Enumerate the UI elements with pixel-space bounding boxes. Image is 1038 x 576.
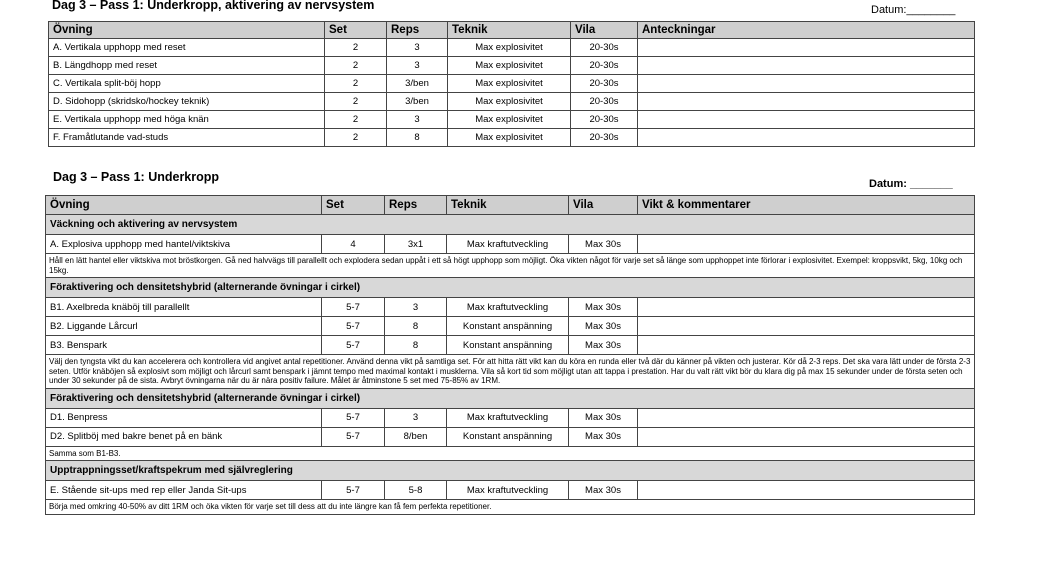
table-row (46, 481, 975, 500)
section-heading: Väckning och aktivering av nervsystem (46, 215, 975, 235)
weight-comment-cell[interactable] (638, 317, 975, 336)
col-header-weight-comments: Vikt & kommentarer (638, 196, 975, 215)
rest-cell: Max 30s (569, 336, 638, 355)
rest-cell: 20-30s (571, 57, 638, 75)
technique-cell: Max kraftutveckling (447, 298, 569, 317)
section-heading: Upptrappningsset/kraftspekrum med självreglering (46, 461, 975, 481)
reps-cell: 3 (385, 408, 447, 427)
reps-cell: 3/ben (387, 75, 448, 93)
notes-cell[interactable] (638, 57, 975, 75)
technique-cell: Max explosivitet (448, 57, 571, 75)
rest-cell: Max 30s (569, 317, 638, 336)
technique-cell: Max explosivitet (448, 75, 571, 93)
rest-cell: Max 30s (569, 408, 638, 427)
note-row (46, 500, 975, 515)
technique-cell: Konstant anspänning (447, 336, 569, 355)
section-heading-row (46, 215, 975, 235)
col-header-technique: Teknik (447, 196, 569, 215)
col-header-rest: Vila (571, 22, 638, 39)
weight-comment-cell[interactable] (638, 481, 975, 500)
table-row (46, 408, 975, 427)
table-row (49, 93, 975, 111)
reps-cell: 8 (385, 317, 447, 336)
set-cell: 2 (325, 57, 387, 75)
rest-cell: Max 30s (569, 427, 638, 446)
reps-cell: 3 (387, 111, 448, 129)
exercise-cell: F. Framåtlutande vad-studs (49, 129, 325, 147)
reps-cell: 5-8 (385, 481, 447, 500)
note-row (46, 254, 975, 278)
note-row (46, 446, 975, 461)
section-heading: Föraktivering och densitetshybrid (alternerande övningar i cirkel) (46, 278, 975, 298)
set-cell: 5-7 (322, 317, 385, 336)
weight-comment-cell[interactable] (638, 235, 975, 254)
col-header-set: Set (325, 22, 387, 39)
exercise-cell: E. Stående sit-ups med rep eller Janda Sit-ups (46, 481, 322, 500)
reps-cell: 3x1 (385, 235, 447, 254)
session2-datum: Datum: _______ (869, 178, 953, 190)
weight-comment-cell[interactable] (638, 427, 975, 446)
notes-cell[interactable] (638, 111, 975, 129)
reps-cell: 8 (385, 336, 447, 355)
technique-cell: Konstant anspänning (447, 317, 569, 336)
table-row (46, 235, 975, 254)
rest-cell: Max 30s (569, 481, 638, 500)
exercise-cell: B3. Benspark (46, 336, 322, 355)
table-row (49, 129, 975, 147)
rest-cell: 20-30s (571, 111, 638, 129)
set-cell: 5-7 (322, 427, 385, 446)
table-row (46, 317, 975, 336)
table-row (46, 427, 975, 446)
exercise-cell: B1. Axelbreda knäböj till parallellt (46, 298, 322, 317)
session1-table (48, 21, 975, 147)
set-cell: 2 (325, 129, 387, 147)
set-cell: 5-7 (322, 481, 385, 500)
col-header-reps: Reps (385, 196, 447, 215)
exercise-cell: D2. Splitböj med bakre benet på en bänk (46, 427, 322, 446)
section-note: Samma som B1-B3. (46, 446, 975, 461)
technique-cell: Max explosivitet (448, 39, 571, 57)
exercise-cell: D1. Benpress (46, 408, 322, 427)
table-row (49, 39, 975, 57)
col-header-reps: Reps (387, 22, 448, 39)
col-header-technique: Teknik (448, 22, 571, 39)
rest-cell: 20-30s (571, 129, 638, 147)
table-row (49, 75, 975, 93)
set-cell: 5-7 (322, 408, 385, 427)
note-row (46, 355, 975, 389)
reps-cell: 8 (387, 129, 448, 147)
table-row (46, 298, 975, 317)
technique-cell: Max kraftutveckling (447, 408, 569, 427)
exercise-cell: B. Längdhopp med reset (49, 57, 325, 75)
reps-cell: 3 (387, 39, 448, 57)
rest-cell: Max 30s (569, 298, 638, 317)
set-cell: 2 (325, 93, 387, 111)
rest-cell: Max 30s (569, 235, 638, 254)
technique-cell: Max kraftutveckling (447, 481, 569, 500)
session2-title: Dag 3 – Pass 1: Underkropp (53, 170, 220, 184)
reps-cell: 3 (385, 298, 447, 317)
set-cell: 2 (325, 75, 387, 93)
exercise-cell: D. Sidohopp (skridsko/hockey teknik) (49, 93, 325, 111)
set-cell: 4 (322, 235, 385, 254)
section-note: Välj den tyngsta vikt du kan accelerera och kontrollera vid angivet antal repetitioner. Använd denna vikt på samtliga set. För att hitta rätt vikt kan du köra en runda eller två där du känner på vikten och justerar. Kör då 2-3 reps. Det ska vara lätt under de första 2-3 seten. Utför knäböjen så explosivt som möjligt och lårcurl samt benspark i jämnt tempo med maximal kontakt i musklerna. Vila så kort tid som möjligt utan att tappa i prestation. Har du valt rätt vikt bör du klara dig på max 15 sekunder under de första seten och under 30 sekunder på de sista. Avbryt övningarna när du är nära positiv failure. Målet är åtminstone 5 set med 75-85% av 1RM. (46, 355, 975, 389)
set-cell: 2 (325, 111, 387, 129)
weight-comment-cell[interactable] (638, 336, 975, 355)
reps-cell: 3/ben (387, 93, 448, 111)
reps-cell: 8/ben (385, 427, 447, 446)
table-row (46, 336, 975, 355)
table-row (49, 111, 975, 129)
session2-table (45, 195, 975, 515)
notes-cell[interactable] (638, 129, 975, 147)
exercise-cell: A. Vertikala upphopp med reset (49, 39, 325, 57)
section-heading-row (46, 278, 975, 298)
col-header-exercise: Övning (49, 22, 325, 39)
technique-cell: Max kraftutveckling (447, 235, 569, 254)
exercise-cell: A. Explosiva upphopp med hantel/viktskiva (46, 235, 322, 254)
exercise-cell: C. Vertikala split-böj hopp (49, 75, 325, 93)
exercise-cell: E. Vertikala upphopp med höga knän (49, 111, 325, 129)
section-heading: Föraktivering och densitetshybrid (alternerande övningar i cirkel) (46, 388, 975, 408)
technique-cell: Max explosivitet (448, 129, 571, 147)
rest-cell: 20-30s (571, 39, 638, 57)
section-note: Börja med omkring 40-50% av ditt 1RM och öka vikten för varje set till dess att du inte längre kan få fem perfekta repetitioner. (46, 500, 975, 515)
technique-cell: Max explosivitet (448, 111, 571, 129)
table-header-row (49, 22, 975, 39)
rest-cell: 20-30s (571, 75, 638, 93)
set-cell: 5-7 (322, 336, 385, 355)
set-cell: 2 (325, 39, 387, 57)
session1-title: Dag 3 – Pass 1: Underkropp, aktivering av nervsystem (52, 0, 375, 12)
col-header-set: Set (322, 196, 385, 215)
exercise-cell: B2. Liggande Lårcurl (46, 317, 322, 336)
section-heading-row (46, 461, 975, 481)
technique-cell: Max explosivitet (448, 93, 571, 111)
notes-cell[interactable] (638, 39, 975, 57)
weight-comment-cell[interactable] (638, 408, 975, 427)
col-header-rest: Vila (569, 196, 638, 215)
section-note: Håll en lätt hantel eller viktskiva mot bröstkorgen. Gå ned halvvägs till parallellt och explodera sedan uppåt i ett så högt upphopp som möjligt. Öka vikten något för varje set så länge som upphoppet inte förlorar i explosivitet. Exempel: kroppsvikt, 5kg, 10kg och 15kg. (46, 254, 975, 278)
set-cell: 5-7 (322, 298, 385, 317)
technique-cell: Konstant anspänning (447, 427, 569, 446)
section-heading-row (46, 388, 975, 408)
notes-cell[interactable] (638, 75, 975, 93)
reps-cell: 3 (387, 57, 448, 75)
session1-datum: Datum:________ (871, 4, 956, 16)
col-header-exercise: Övning (46, 196, 322, 215)
table-row (49, 57, 975, 75)
rest-cell: 20-30s (571, 93, 638, 111)
table-header-row (46, 196, 975, 215)
notes-cell[interactable] (638, 93, 975, 111)
col-header-notes: Anteckningar (638, 22, 975, 39)
weight-comment-cell[interactable] (638, 298, 975, 317)
